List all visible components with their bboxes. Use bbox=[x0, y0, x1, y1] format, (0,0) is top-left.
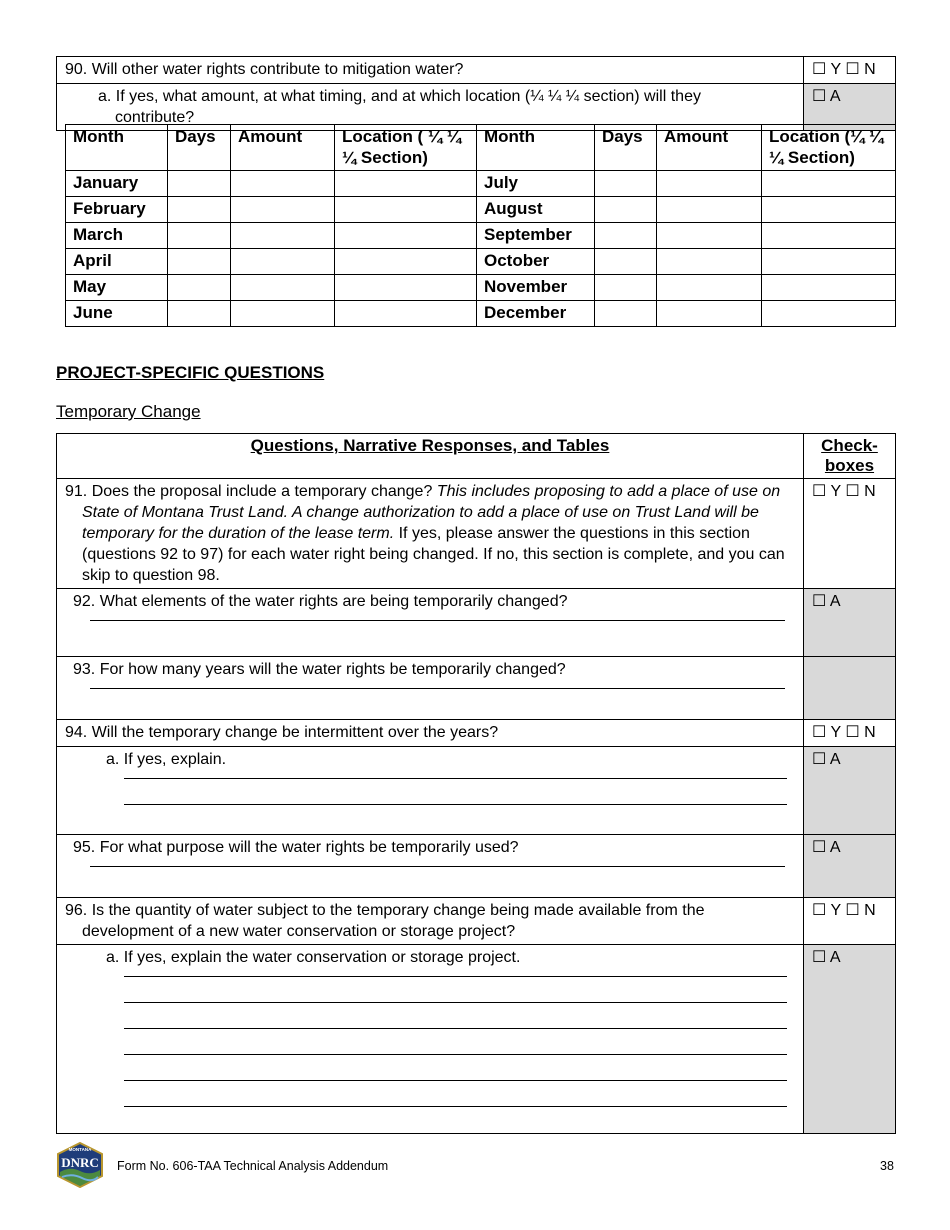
amount-cell[interactable] bbox=[657, 197, 762, 223]
days-cell[interactable] bbox=[595, 223, 657, 249]
svg-text:DNRC: DNRC bbox=[61, 1155, 99, 1170]
q92-answer-checkbox[interactable]: ☐ A bbox=[804, 589, 896, 657]
q94-question: 94. Will the temporary change be intermittent over the years? bbox=[57, 720, 804, 747]
table-row bbox=[66, 223, 896, 249]
month-label: March bbox=[66, 223, 168, 249]
header-questions: Questions, Narrative Responses, and Tables bbox=[250, 436, 610, 455]
q96a-answer-line[interactable] bbox=[124, 976, 787, 977]
location-cell[interactable] bbox=[335, 197, 477, 223]
amount-cell[interactable] bbox=[657, 249, 762, 275]
q90-yes-no-checkbox[interactable]: ☐ Y ☐ N bbox=[804, 57, 896, 84]
q94a-answer-line[interactable] bbox=[124, 778, 787, 779]
q94a-answer-checkbox[interactable]: ☐ A bbox=[804, 747, 896, 835]
form-name: Form No. 606-TAA Technical Analysis Addendum bbox=[117, 1159, 389, 1173]
days-cell[interactable] bbox=[168, 249, 231, 275]
q90a-answer-checkbox[interactable]: ☐ A bbox=[804, 84, 896, 131]
month-label: May bbox=[66, 275, 168, 301]
days-cell[interactable] bbox=[595, 301, 657, 327]
table-row bbox=[66, 171, 896, 197]
days-cell[interactable] bbox=[595, 249, 657, 275]
days-cell[interactable] bbox=[168, 275, 231, 301]
month-label: January bbox=[66, 171, 168, 197]
days-cell[interactable] bbox=[595, 197, 657, 223]
amount-cell[interactable] bbox=[657, 223, 762, 249]
section-subtitle: Temporary Change bbox=[56, 402, 201, 421]
amount-cell[interactable] bbox=[657, 301, 762, 327]
q96a-answer-line[interactable] bbox=[124, 1054, 787, 1055]
amount-cell[interactable] bbox=[231, 301, 335, 327]
amount-cell[interactable] bbox=[231, 223, 335, 249]
questions-table bbox=[56, 433, 896, 1134]
section-title: PROJECT-SPECIFIC QUESTIONS bbox=[56, 363, 325, 382]
q94-yes-no-checkbox[interactable]: ☐ Y ☐ N bbox=[804, 720, 896, 747]
questions-header-row bbox=[57, 434, 896, 479]
q92-question: 92. What elements of the water rights are being temporarily changed? bbox=[73, 593, 568, 610]
amount-cell[interactable] bbox=[231, 197, 335, 223]
days-cell[interactable] bbox=[168, 223, 231, 249]
location-cell[interactable] bbox=[335, 301, 477, 327]
month-label: August bbox=[477, 197, 595, 223]
location-cell[interactable] bbox=[762, 197, 896, 223]
days-cell[interactable] bbox=[168, 171, 231, 197]
location-cell[interactable] bbox=[762, 223, 896, 249]
month-label: September bbox=[477, 223, 595, 249]
header-month-left: Month bbox=[66, 125, 168, 171]
q93-answer-line[interactable] bbox=[90, 688, 785, 689]
month-label: June bbox=[66, 301, 168, 327]
location-cell[interactable] bbox=[762, 171, 896, 197]
amount-cell[interactable] bbox=[231, 171, 335, 197]
amount-cell[interactable] bbox=[231, 249, 335, 275]
header-location-right: Location (¼ ¼ ¼ Section) bbox=[762, 125, 896, 171]
month-label: April bbox=[66, 249, 168, 275]
month-label: November bbox=[477, 275, 595, 301]
q96a-answer-line[interactable] bbox=[124, 1028, 787, 1029]
q90a-question: a. If yes, what amount, at what timing, and at which location (¼ ¼ ¼ section) will they contribute? bbox=[57, 84, 804, 131]
q94a-answer-line[interactable] bbox=[124, 804, 787, 805]
q93-checkbox-cell bbox=[804, 657, 896, 720]
table-row bbox=[66, 301, 896, 327]
amount-cell[interactable] bbox=[657, 275, 762, 301]
q95-answer-line[interactable] bbox=[90, 866, 785, 867]
q95-question: 95. For what purpose will the water rights be temporarily used? bbox=[73, 839, 519, 856]
header-amount-left: Amount bbox=[231, 125, 335, 171]
q93-question: 93. For how many years will the water rights be temporarily changed? bbox=[73, 661, 566, 678]
month-table bbox=[65, 124, 896, 327]
q91-yes-no-checkbox[interactable]: ☐ Y ☐ N bbox=[804, 479, 896, 589]
location-cell[interactable] bbox=[335, 171, 477, 197]
location-cell[interactable] bbox=[762, 275, 896, 301]
q96-yes-no-checkbox[interactable]: ☐ Y ☐ N bbox=[804, 898, 896, 945]
header-days-right: Days bbox=[595, 125, 657, 171]
month-label: October bbox=[477, 249, 595, 275]
header-amount-right: Amount bbox=[657, 125, 762, 171]
q95-answer-checkbox[interactable]: ☐ A bbox=[804, 835, 896, 898]
q96a-answer-line[interactable] bbox=[124, 1080, 787, 1081]
q92-answer-line[interactable] bbox=[90, 620, 785, 621]
table-row bbox=[66, 249, 896, 275]
days-cell[interactable] bbox=[595, 275, 657, 301]
q96a-answer-line[interactable] bbox=[124, 1002, 787, 1003]
location-cell[interactable] bbox=[335, 249, 477, 275]
amount-cell[interactable] bbox=[231, 275, 335, 301]
header-month-right: Month bbox=[477, 125, 595, 171]
month-table-header-row bbox=[66, 125, 896, 171]
page-number: 38 bbox=[880, 1159, 894, 1173]
q90-table bbox=[56, 56, 896, 131]
location-cell[interactable] bbox=[335, 275, 477, 301]
days-cell[interactable] bbox=[595, 171, 657, 197]
location-cell[interactable] bbox=[335, 223, 477, 249]
svg-text:MONTANA: MONTANA bbox=[68, 1147, 92, 1152]
q96a-question: a. If yes, explain the water conservation or storage project. bbox=[106, 949, 521, 966]
q90-question: 90. Will other water rights contribute to mitigation water? bbox=[57, 57, 804, 84]
q94a-question: a. If yes, explain. bbox=[106, 751, 227, 768]
dnrc-logo bbox=[56, 1142, 104, 1188]
amount-cell[interactable] bbox=[657, 171, 762, 197]
q96a-answer-line[interactable] bbox=[124, 1106, 787, 1107]
q91-question: 91. Does the proposal include a temporary change? This includes proposing to add a place of use on State of Montana Trust Land. A change authorization to add a place of use on Trust Land will be temporary for the duration of the lease term. If yes, please answer the questions in this section (questions 92 to 97) for each water right being changed. If no, this section is complete, and you can skip to question 98. bbox=[57, 479, 804, 589]
header-checkboxes: Check-boxes bbox=[821, 436, 878, 475]
location-cell[interactable] bbox=[762, 301, 896, 327]
location-cell[interactable] bbox=[762, 249, 896, 275]
table-row bbox=[66, 197, 896, 223]
q96a-answer-checkbox[interactable]: ☐ A bbox=[804, 945, 896, 1134]
month-label: February bbox=[66, 197, 168, 223]
month-label: December bbox=[477, 301, 595, 327]
header-days-left: Days bbox=[168, 125, 231, 171]
month-label: July bbox=[477, 171, 595, 197]
q96-question: 96. Is the quantity of water subject to the temporary change being made available from the development of a new water conservation or storage project? bbox=[57, 898, 804, 945]
table-row bbox=[66, 275, 896, 301]
days-cell[interactable] bbox=[168, 197, 231, 223]
header-location-left: Location ( ¼ ¼ ¼ Section) bbox=[335, 125, 477, 171]
days-cell[interactable] bbox=[168, 301, 231, 327]
